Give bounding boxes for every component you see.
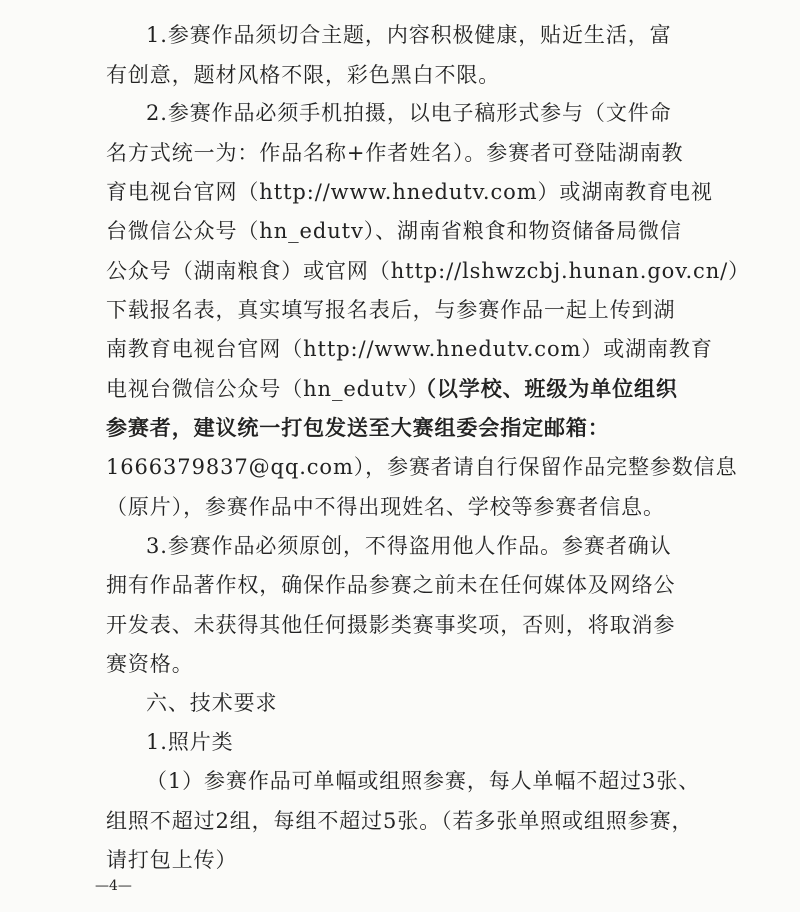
paragraph-line: 3.参赛作品必须原创，不得盗用他人作品。参赛者确认	[146, 534, 672, 558]
section-heading: 六、技术要求	[146, 691, 278, 715]
paragraph-line: 育电视台官网（http://www.hnedutv.com）或湖南教育电视	[106, 180, 713, 204]
paragraph-line: 公众号（湖南粮食）或官网（http://lshwzcbj.hunan.gov.cn/）	[106, 259, 751, 283]
paragraph-line: （原片），参赛作品中不得出现姓名、学校等参赛者信息。	[106, 495, 665, 519]
paragraph-line: 2.参赛作品必须手机拍摄，以电子稿形式参与（文件命	[146, 101, 672, 125]
paragraph-line: 台微信公众号（hn_edutv）、湖南省粮食和物资储备局微信	[106, 219, 682, 243]
page-number: —4—	[95, 878, 132, 894]
paragraph-line: 组照不超过2组，每组不超过5张。（若多张单照或组照参赛，	[106, 809, 694, 833]
paragraph-line: 开发表、未获得其他任何摄影类赛事奖项，否则，将取消参	[106, 613, 676, 637]
paragraph-line: （1）参赛作品可单幅或组照参赛，每人单幅不超过3张、	[146, 769, 701, 793]
bold-paragraph-line: （以学校、班级为单位组织	[415, 376, 678, 401]
paragraph-line: 请打包上传）	[106, 848, 238, 872]
paragraph-line: 1666379837@qq.com），参赛者请自行保留作品完整参数信息	[106, 455, 738, 479]
paragraph-line: 下载报名表，真实填写报名表后，与参赛作品一起上传到湖	[106, 298, 676, 322]
subsection-heading: 1.照片类	[146, 730, 234, 754]
paragraph-line: 名方式统一为：作品名称+作者姓名）。参赛者可登陆湖南教	[106, 141, 684, 165]
paragraph-line: 电视台微信公众号（hn_edutv）	[106, 377, 430, 401]
bold-paragraph-line: 参赛者，建议统一打包发送至大赛组委会指定邮箱：	[106, 415, 610, 440]
paragraph-line: 拥有作品著作权，确保作品参赛之前未在任何媒体及网络公	[106, 573, 676, 597]
paragraph-line: 赛资格。	[106, 652, 194, 676]
paragraph-line: 1.参赛作品须切合主题，内容积极健康，贴近生活，富	[146, 23, 672, 47]
paragraph-line: 有创意，题材风格不限，彩色黑白不限。	[106, 63, 501, 87]
paragraph-line: 南教育电视台官网（http://www.hnedutv.com）或湖南教育	[106, 337, 713, 361]
